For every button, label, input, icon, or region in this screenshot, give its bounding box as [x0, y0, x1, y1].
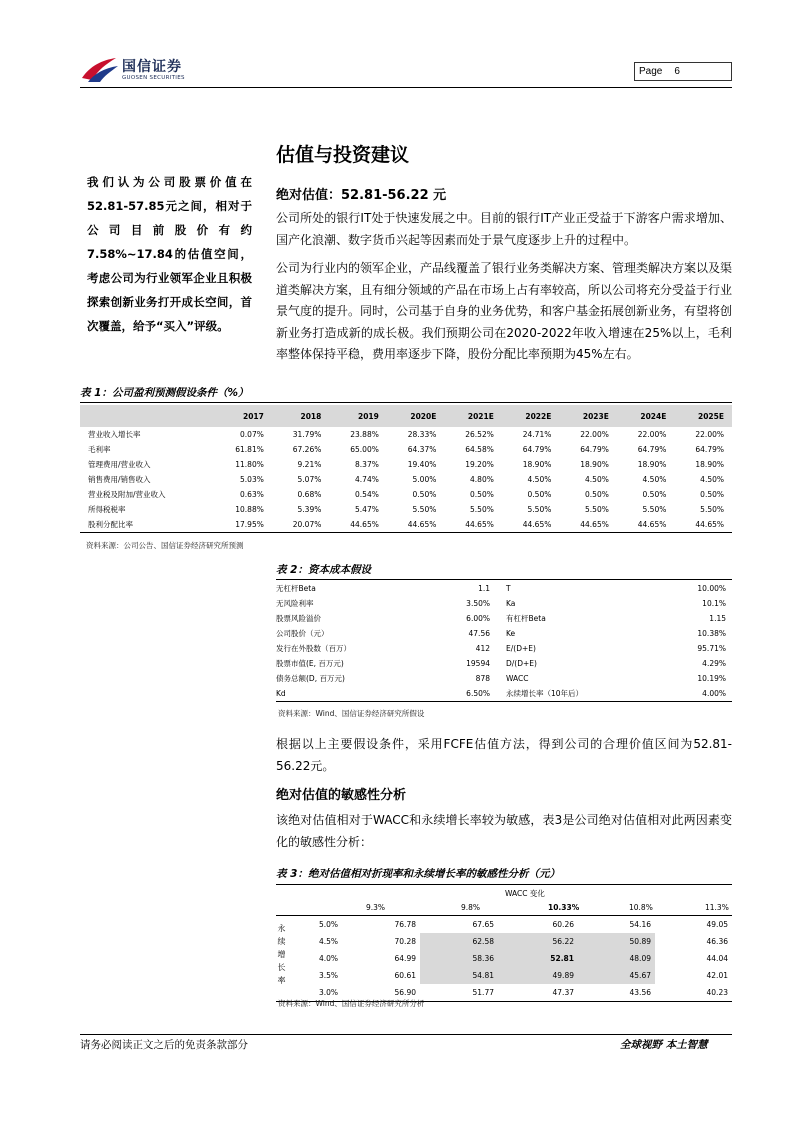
sensitivity-section-title: 绝对估值的敏感性分析 — [276, 788, 407, 803]
table-cell: 0.63% — [240, 490, 264, 499]
table-cell: 5.50% — [527, 505, 552, 514]
logo-mark-icon — [80, 52, 120, 84]
table-cell: 19594 — [466, 659, 490, 668]
table-row — [276, 611, 732, 626]
paragraph-fcfe-result: 根据以上主要假设条件，采用FCFE估值方法，得到公司的合理价值区间为52.81-56.22元。 — [276, 737, 732, 773]
table-header-cell: 2018 — [272, 405, 330, 427]
table-cell: 28.33% — [407, 430, 437, 439]
table-cell: 11.80% — [235, 460, 264, 469]
table-cell: 0.50% — [585, 490, 609, 499]
table-cell: 19.20% — [465, 460, 494, 469]
table-cell: 18.90% — [695, 460, 724, 469]
paragraph-sensitivity: 该绝对估值相对于WACC和永续增长率较为敏感，表3是公司绝对估值相对此两因素变化的敏感性分析： — [276, 813, 732, 849]
table-cell: 64.58% — [465, 445, 494, 454]
table-cell: 5.50% — [642, 505, 667, 514]
table-cell: 4.80% — [470, 475, 494, 484]
table-cell: 6.00% — [466, 614, 490, 623]
table-cell: 44.65% — [329, 517, 387, 533]
table-row — [276, 626, 732, 641]
table-row — [80, 502, 732, 517]
table-cell: 64.99 — [394, 954, 416, 963]
table-cell: 48.09 — [578, 950, 655, 967]
table-header-cell: 2022E — [502, 405, 560, 427]
table-cell: 0.50% — [470, 490, 494, 499]
table-header-cell: 2020E — [387, 405, 445, 427]
table3-top-rule — [276, 884, 732, 885]
table-cell: 47.37 — [498, 984, 578, 1002]
table-cell: 5.47% — [355, 505, 379, 514]
table-cell: 44.65% — [444, 517, 502, 533]
table-cell: T — [506, 584, 511, 593]
table-cell: 50.89 — [578, 933, 655, 950]
header-divider — [80, 87, 732, 88]
table-header-cell: 2024E — [617, 405, 675, 427]
table1-title: 表 1：公司盈利预测假设条件（%） — [80, 387, 249, 399]
wacc-header-cell: 11.3% — [705, 903, 729, 912]
table-cell: 67.26% — [292, 445, 322, 454]
table-cell: 0.50% — [700, 490, 724, 499]
table-cell: 10.00% — [697, 584, 726, 593]
table-cell: 无杠杆Beta — [276, 584, 316, 593]
table-cell: 46.36 — [706, 937, 728, 946]
table-cell: 19.40% — [407, 460, 437, 469]
table-cell: 22.00% — [637, 430, 667, 439]
table-cell: 永续增长率（10年后） — [496, 686, 616, 702]
table-cell: 23.88% — [350, 430, 379, 439]
table1-source: 资料来源：公司公告、国信证券经济研究所预测 — [86, 541, 244, 550]
table-cell: 所得税税率 — [88, 505, 126, 514]
table-cell: 54.81 — [420, 967, 498, 984]
table-row — [276, 581, 732, 596]
table-cell: 54.16 — [629, 920, 651, 929]
table-cell: 营业税及附加/营业收入 — [88, 490, 166, 499]
table-cell: 64.79% — [695, 445, 724, 454]
table-row — [80, 517, 732, 533]
growth-cell: 4.0% — [318, 954, 338, 963]
table3-source: 资料来源：Wind、国信证券经济研究所分析 — [278, 999, 425, 1008]
table-cell: 3.50% — [466, 599, 490, 608]
table-cell: 5.50% — [585, 505, 609, 514]
table-cell: 64.37% — [407, 445, 437, 454]
footer-slogan: 全球视野 本土智慧 — [620, 1039, 708, 1051]
table-cell: 44.65% — [502, 517, 560, 533]
table-cell: 4.74% — [355, 475, 379, 484]
table-cell: 878 — [475, 674, 490, 683]
table-header-cell: 2025E — [674, 405, 732, 427]
absolute-valuation-title: 绝对估值：52.81-56.22 元 — [276, 188, 447, 203]
page-number: 6 — [674, 66, 680, 77]
table-cell: 18.90% — [580, 460, 609, 469]
table-cell: 5.03% — [240, 475, 264, 484]
table-cell: 0.50% — [642, 490, 667, 499]
table-cell: 44.04 — [706, 954, 728, 963]
table-cell: 52.81 — [498, 950, 578, 967]
table-cell: 0.50% — [412, 490, 437, 499]
table-header-cell: 2017 — [214, 405, 272, 427]
table-row — [276, 933, 732, 950]
table-cell: 42.01 — [706, 971, 728, 980]
growth-group-label: 永续增长率 — [277, 924, 286, 989]
table-header-cell — [80, 405, 214, 427]
table-row — [276, 656, 732, 671]
table-cell: 76.78 — [394, 920, 416, 929]
table-cell: 49.89 — [498, 967, 578, 984]
table-row — [276, 686, 732, 702]
table-cell: 10.1% — [702, 599, 726, 608]
table-cell: WACC — [506, 674, 529, 683]
table-cell: 44.65% — [617, 517, 675, 533]
table-cell: 10.38% — [697, 629, 726, 638]
table-cell: 股票风险溢价 — [276, 614, 321, 623]
table-row — [276, 641, 732, 656]
table-cell: 62.58 — [420, 933, 498, 950]
table-cell: 0.50% — [527, 490, 552, 499]
table-cell: 1.1 — [478, 584, 490, 593]
table-cell: 24.71% — [522, 430, 552, 439]
table-cell: 60.26 — [552, 920, 574, 929]
table-cell: 5.50% — [470, 505, 494, 514]
sensitivity-table — [276, 916, 732, 1002]
table-cell: 49.05 — [706, 920, 728, 929]
table-cell: 5.07% — [297, 475, 322, 484]
table-cell: Ke — [506, 629, 516, 638]
table-cell: 18.90% — [522, 460, 552, 469]
table-cell: 31.79% — [292, 430, 322, 439]
table-cell: 4.50% — [527, 475, 552, 484]
table-cell: 0.07% — [240, 430, 264, 439]
table-cell: 51.77 — [420, 984, 498, 1002]
growth-cell: 4.5% — [318, 937, 338, 946]
table-cell: 9.21% — [297, 460, 322, 469]
table-cell: 1.15 — [709, 614, 726, 623]
logo-text-cn: 国信证券 — [122, 59, 182, 75]
table-cell: 44.65% — [559, 517, 617, 533]
table-row — [80, 487, 732, 502]
table-cell: 70.28 — [394, 937, 416, 946]
logo-text-en: GUOSEN SECURITIES — [122, 75, 185, 81]
table-cell: 65.00% — [350, 445, 379, 454]
table-cell: 4.50% — [585, 475, 609, 484]
table1-top-rule — [80, 402, 732, 403]
table-row — [276, 671, 732, 686]
table-cell: 6.50% — [406, 686, 496, 702]
table-cell: 44.65% — [387, 517, 445, 533]
table-header-row — [80, 405, 732, 427]
paragraph-industry: 公司所处的银行IT处于快速发展之中。目前的银行IT产业正受益于下游客户需求增加、国产化浪潮、数字货币兴起等因素而处于景气度逐步上升的过程中。 — [276, 211, 732, 247]
table-cell: 64.79% — [522, 445, 552, 454]
table-cell: 无风险利率 — [276, 599, 314, 608]
table-cell: E/(D+E) — [506, 644, 536, 653]
table-cell: 10.88% — [235, 505, 264, 514]
table-cell: 发行在外股数（百万） — [276, 644, 351, 653]
table-header-cell: 2019 — [329, 405, 387, 427]
sidebar-summary: 我们认为公司股票价值在52.81-57.85元之间，相对于公司目前股价有约7.58%~17.84的估值空间，考虑公司为行业领军企业且积极探索创新业务打开成长空间，首次覆盖，给予“买入”评级。 — [87, 175, 252, 333]
table-row — [80, 472, 732, 487]
footer-disclaimer: 请务必阅读正文之后的免责条款部分 — [80, 1039, 248, 1051]
wacc-header-cell: 9.8% — [461, 903, 481, 912]
table3-title: 表 3：绝对估值相对折现率和永续增长率的敏感性分析（元） — [276, 868, 560, 880]
table-cell: 营业收入增长率 — [88, 430, 141, 439]
table-cell: 412 — [475, 644, 490, 653]
table-cell: 0.54% — [355, 490, 379, 499]
table-cell: Kd — [276, 686, 406, 702]
table-row — [276, 916, 732, 933]
company-logo — [80, 52, 210, 88]
table-cell: 毛利率 — [88, 445, 111, 454]
table-cell: Ka — [506, 599, 516, 608]
table-cell: 股利分配比率 — [80, 517, 214, 533]
table-cell: 47.56 — [468, 629, 490, 638]
table-cell: 4.50% — [700, 475, 724, 484]
table-cell: 60.61 — [394, 971, 416, 980]
table-cell: 4.29% — [702, 659, 726, 668]
table-cell: 95.71% — [697, 644, 726, 653]
table-row — [276, 967, 732, 984]
table-cell: 40.23 — [655, 984, 732, 1002]
table-cell: 5.00% — [412, 475, 437, 484]
capital-cost-table — [276, 581, 732, 702]
table-cell: 61.81% — [235, 445, 264, 454]
growth-cell: 3.0% — [276, 984, 342, 1002]
wacc-header-cell: 9.3% — [366, 903, 386, 912]
table-cell: 45.67 — [578, 967, 655, 984]
table-row — [276, 596, 732, 611]
table2-top-rule — [276, 579, 732, 580]
table-cell: 股票市值(E, 百万元) — [276, 659, 344, 668]
table-cell: 22.00% — [580, 430, 609, 439]
paragraph-company: 公司为行业内的领军企业，产品线覆盖了银行业务类解决方案、管理类解决方案以及渠道类解决方案，且有细分领域的产品在市场上占有率较高，所以公司将充分受益于行业景气度的提升。同时，公司基于自身的业务优势，和客户基金拓展创新业务，有望将创新业务打造成新的成长极。我们预期公司在2020-2022年收入增速在25%以上，毛利率整体保持平稳，费用率逐步下降，股份分配比率预期为45%左右。 — [276, 261, 733, 361]
table-cell: 有杠杆Beta — [506, 614, 546, 623]
table-cell: 64.79% — [637, 445, 667, 454]
table-cell: 56.90 — [342, 984, 420, 1002]
wacc-header-cell: 10.33% — [548, 903, 580, 912]
table-cell: 17.95% — [214, 517, 272, 533]
table-cell: 67.65 — [472, 920, 494, 929]
table-cell: 0.68% — [297, 490, 322, 499]
table-cell: 4.00% — [616, 686, 732, 702]
table-header-cell: 2023E — [559, 405, 617, 427]
table-cell: 债务总额(D, 百万元) — [276, 674, 345, 683]
table-cell: 58.36 — [420, 950, 498, 967]
table-cell: 44.65% — [674, 517, 732, 533]
table-row — [80, 457, 732, 472]
table-cell: 22.00% — [695, 430, 724, 439]
table-cell: 64.79% — [580, 445, 609, 454]
page-indicator — [634, 62, 732, 81]
table-header-cell: 2021E — [444, 405, 502, 427]
page-label: Page — [639, 66, 663, 77]
table-row — [80, 427, 732, 442]
table2-title: 表 2：资本成本假设 — [276, 564, 371, 576]
table-row — [276, 950, 732, 967]
wacc-header-cell: 10.8% — [629, 903, 653, 912]
table-cell: 10.19% — [697, 674, 726, 683]
table-cell: 5.39% — [297, 505, 322, 514]
table-row — [80, 442, 732, 457]
table-cell: 5.50% — [412, 505, 437, 514]
table-cell: D/(D+E) — [506, 659, 537, 668]
table-cell: 56.22 — [498, 933, 578, 950]
table-cell: 销售费用/销售收入 — [88, 475, 151, 484]
table2-source: 资料来源：Wind、国信证券经济研究所假设 — [278, 709, 425, 718]
table-cell: 20.07% — [272, 517, 330, 533]
table-cell: 8.37% — [355, 460, 379, 469]
wacc-group-label: WACC 变化 — [505, 889, 545, 898]
table-cell: 18.90% — [637, 460, 667, 469]
table-cell: 公司股价（元） — [276, 629, 329, 638]
growth-cell: 5.0% — [318, 920, 338, 929]
wacc-header-row — [276, 900, 732, 915]
table-cell: 5.50% — [700, 505, 724, 514]
section-title: 估值与投资建议 — [276, 144, 410, 166]
table-cell: 4.50% — [642, 475, 667, 484]
table-cell: 管理费用/营业收入 — [88, 460, 151, 469]
table-cell: 43.56 — [578, 984, 655, 1002]
growth-cell: 3.5% — [318, 971, 338, 980]
table-cell: 26.52% — [465, 430, 494, 439]
profit-forecast-table — [80, 405, 732, 533]
footer-divider — [80, 1034, 732, 1035]
